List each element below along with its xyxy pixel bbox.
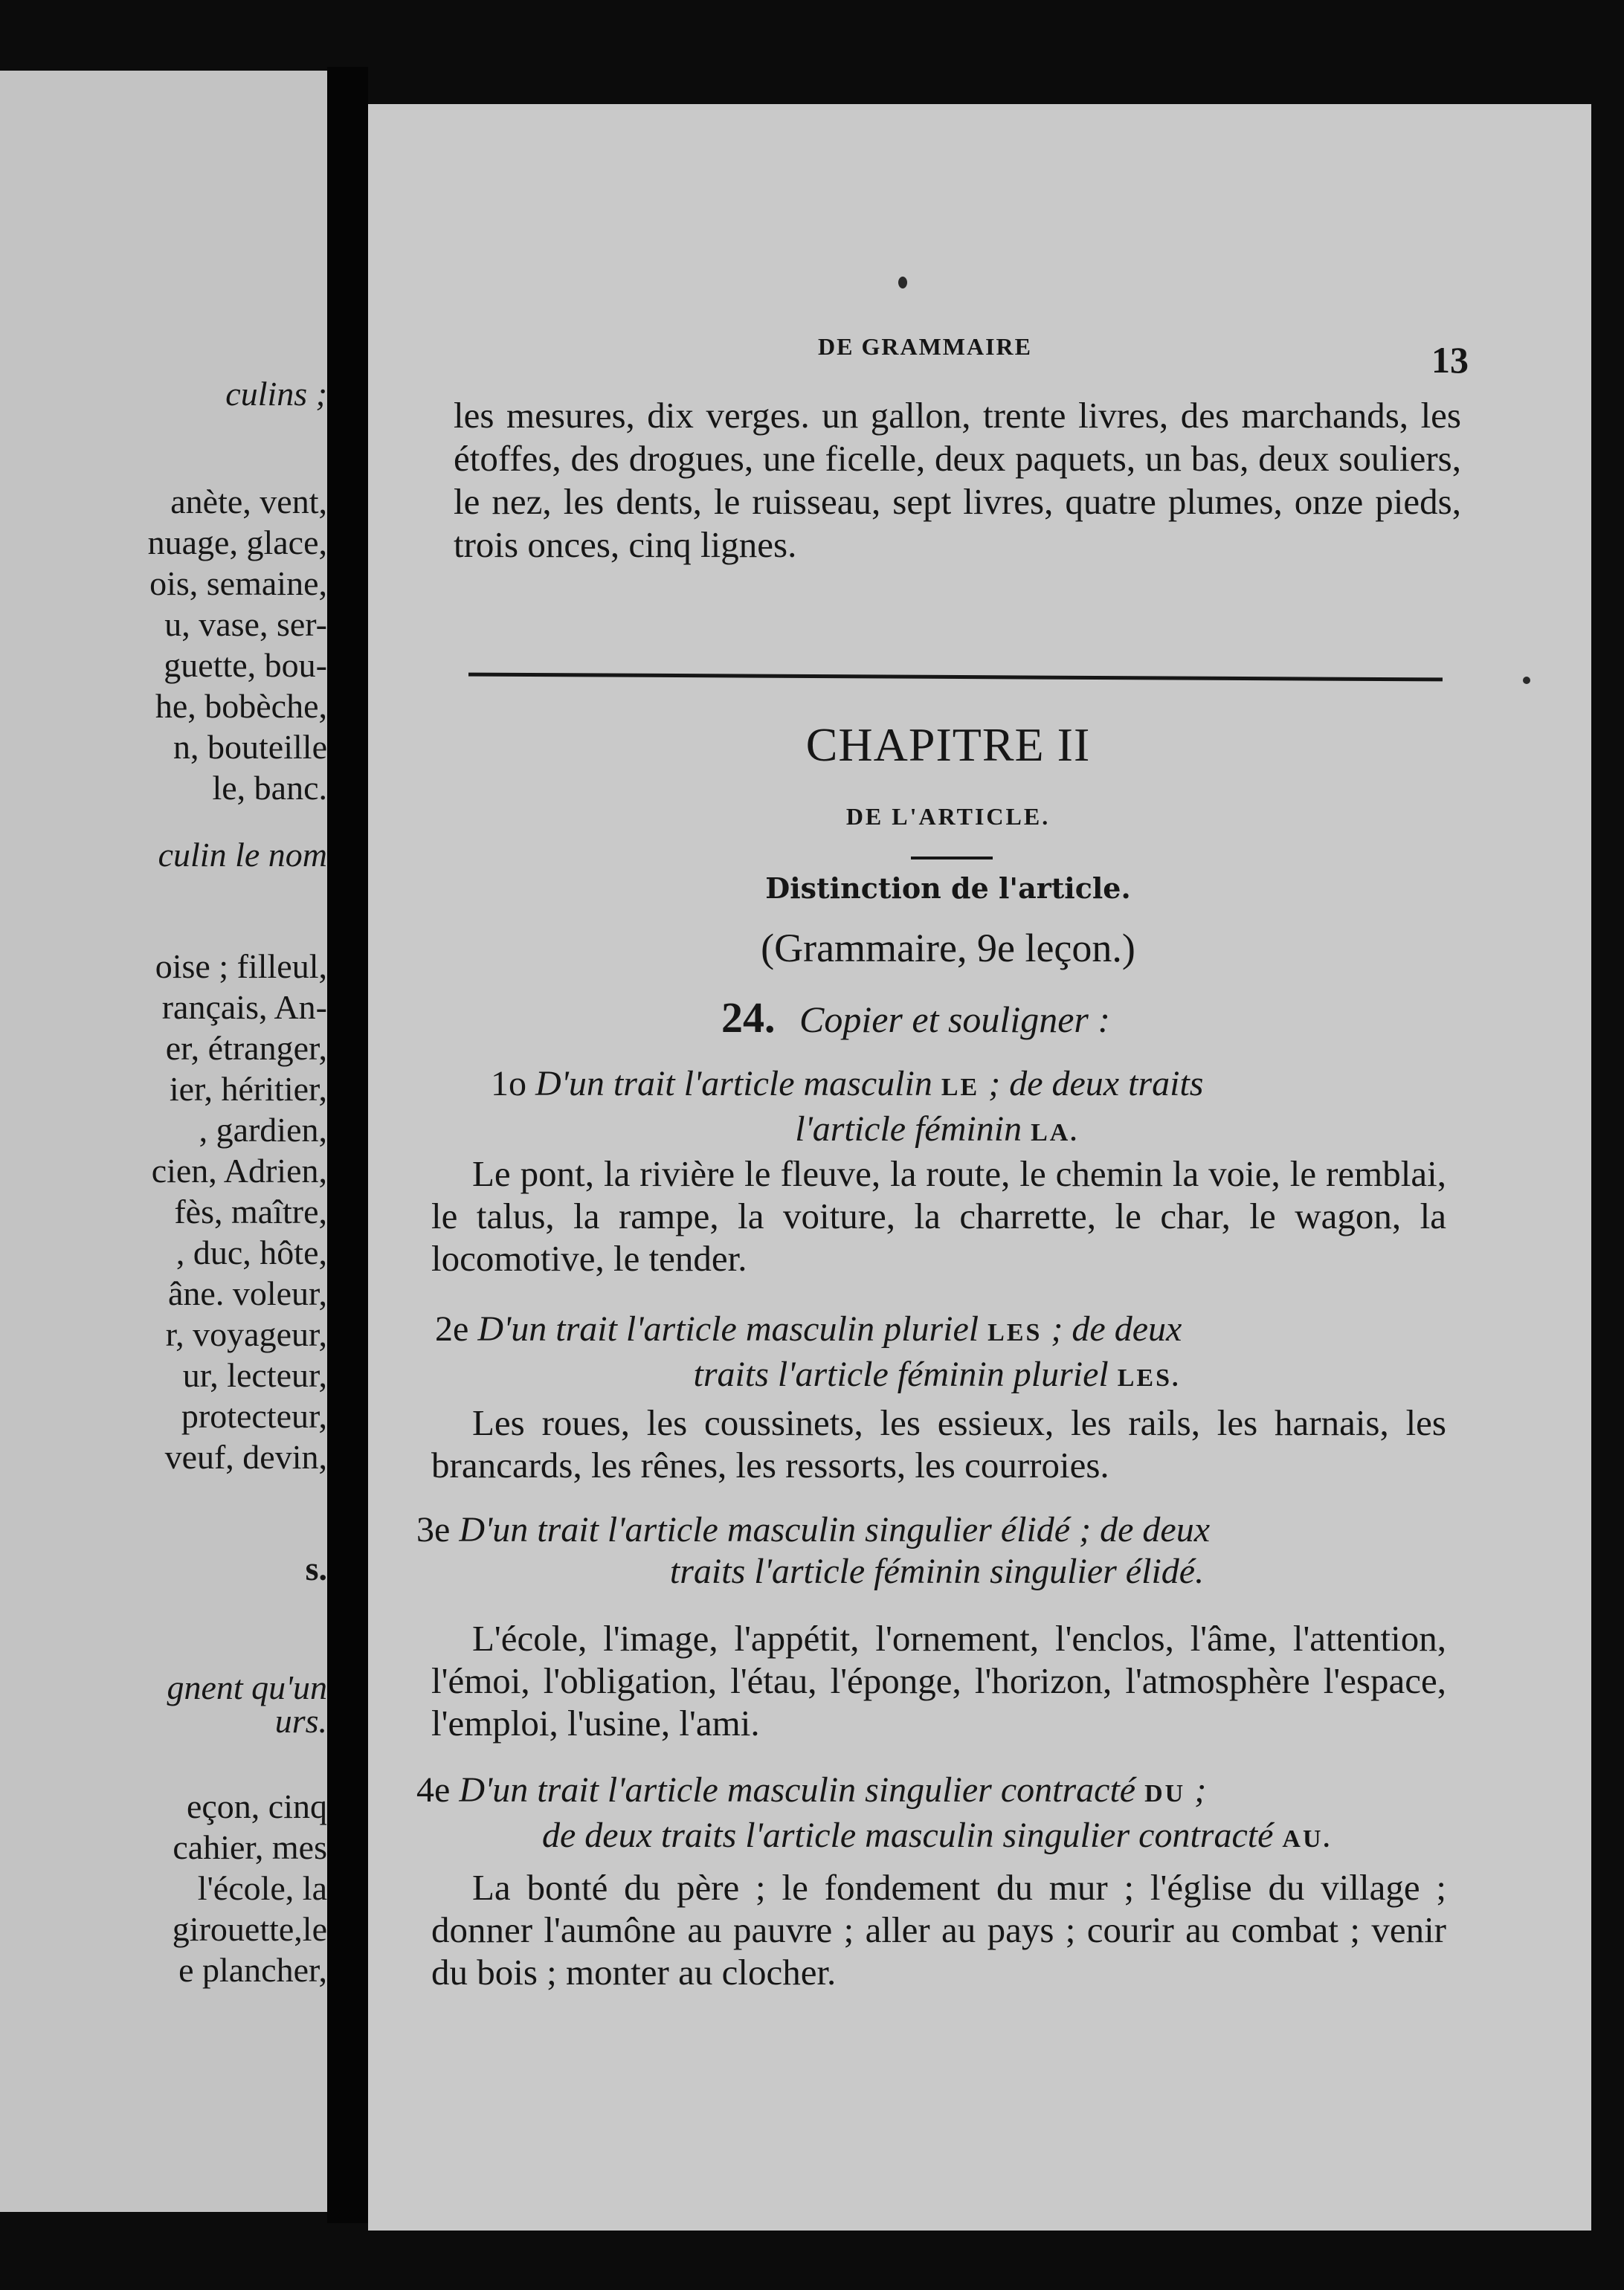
item-instruction-cont: ; de deux <box>1079 1510 1211 1549</box>
left-page-line: anète, vent, <box>170 483 327 520</box>
item-instruction-line2: traits l'article féminin pluriel <box>693 1355 1109 1394</box>
left-page-line: eçon, cinq <box>186 1787 327 1825</box>
left-page-line: le, banc. <box>212 769 327 807</box>
exercise-instruction: Copier et souligner : <box>799 999 1111 1040</box>
chapter-subtitle: DE L'ARTICLE. <box>845 803 1051 830</box>
exercise-text-3: L'école, l'image, l'appétit, l'ornement, l'enclos, l'âme, l'attention, l'émoi, l'obligation, l'étau, l'éponge, l'horizon, l'atmosphère l'espace, l'emploi, l'usine, l'ami. <box>431 1618 1446 1744</box>
left-page-line: u, vase, ser- <box>164 605 327 643</box>
running-title: DE GRAMMAIRE <box>818 333 1032 360</box>
left-page-line: er, étranger, <box>165 1029 327 1067</box>
short-divider <box>911 857 993 859</box>
item-ordinal: 3e <box>416 1510 451 1549</box>
item-instruction-cont: ; de deux <box>1051 1309 1182 1349</box>
item-ordinal: 1o <box>491 1064 526 1103</box>
left-page-line: gnent qu'un <box>167 1668 327 1706</box>
left-page-line: cien, Adrien, <box>151 1152 327 1190</box>
chapter-title: CHAPITRE II <box>805 718 1091 771</box>
item-ordinal: 2e <box>435 1309 469 1349</box>
page-number: 13 <box>1431 339 1469 381</box>
left-page-line: ier, héritier, <box>169 1070 327 1108</box>
exercise-text-2: Les roues, les coussinets, les essieux, les rails, les harnais, les brancards, les rênes, les ressorts, les courroies. <box>431 1402 1446 1486</box>
section-title: Distinction de l'article. <box>765 871 1131 905</box>
left-page-line: guette, bou- <box>164 646 327 684</box>
exercise-text-1: Le pont, la rivière le fleuve, la route, le chemin la voie, le remblai, le talus, la rampe, la voiture, la charrette, le char, le wagon, la locomotive, le tender. <box>431 1153 1446 1279</box>
left-page-line: âne. voleur, <box>167 1274 327 1312</box>
left-page-line: urs. <box>274 1702 327 1740</box>
left-page-line: veuf, devin, <box>164 1438 327 1476</box>
left-page-line: girouette,le <box>172 1910 327 1948</box>
exercise-item-4 <box>416 1770 1457 1860</box>
ink-speck <box>898 277 907 288</box>
left-page-line: r, voyageur, <box>165 1315 327 1353</box>
left-page-line: l'école, la <box>197 1869 327 1907</box>
left-page-line: , gardien, <box>199 1111 327 1149</box>
exercise-item-1 <box>416 1063 1457 1154</box>
left-page <box>0 71 327 2212</box>
left-page-line: ur, lecteur, <box>182 1356 327 1394</box>
left-page-line: n, bouteille <box>173 728 327 766</box>
left-page-line: , duc, hôte, <box>175 1233 327 1271</box>
item-instruction-line2: l'article féminin <box>795 1109 1022 1149</box>
left-page-text <box>0 71 327 2212</box>
exercise-item-3 <box>416 1509 1457 1593</box>
left-page-line: he, bobèche, <box>155 687 327 725</box>
item-instruction-cont: ; <box>1194 1770 1207 1810</box>
left-page-line: rançais, An- <box>161 988 327 1026</box>
item-ordinal: 4e <box>416 1770 451 1810</box>
left-page-line: cahier, mes <box>173 1828 327 1866</box>
item-instruction-cont: ; de deux traits <box>988 1064 1204 1103</box>
exercise-text-4: La bonté du père ; le fondement du mur ; l'église du village ; donner l'aumône au pauvre ; aller au pays ; courir au combat ; venir du bois ; monter au clocher. <box>431 1867 1446 1993</box>
article-label: DU <box>1144 1780 1186 1807</box>
article-label: LE <box>941 1074 980 1101</box>
article-label: AU. <box>1282 1825 1333 1853</box>
item-instruction: D'un trait l'article masculin pluriel <box>477 1309 979 1349</box>
left-page-line: fès, maître, <box>174 1193 327 1231</box>
ink-speck <box>1523 677 1530 684</box>
left-page-line: e plancher, <box>178 1951 327 1989</box>
exercise-heading <box>721 993 1110 1042</box>
item-instruction: D'un trait l'article masculin singulier contracté <box>459 1770 1136 1810</box>
item-instruction-line2: de deux traits l'article masculin singulier contracté <box>541 1816 1274 1855</box>
left-page-line: oise ; filleul, <box>155 947 327 985</box>
exercise-item-2 <box>416 1309 1457 1399</box>
left-page-line: protecteur, <box>181 1397 327 1435</box>
left-page-line: ois, semaine, <box>149 564 327 602</box>
item-instruction: D'un trait l'article masculin <box>535 1064 932 1103</box>
continuation-paragraph: les mesures, dix verges. un gallon, trente livres, des marchands, les étoffes, des drogues, une ficelle, deux paquets, un bas, deux souliers, le nez, les dents, le ruisseau, sept livres, quatre plumes, onze pieds, trois onces, cinq lignes. <box>454 395 1461 565</box>
item-instruction-line2: traits l'article féminin singulier élidé. <box>669 1552 1205 1591</box>
article-label: LES <box>987 1319 1043 1346</box>
left-page-line: s. <box>305 1549 327 1587</box>
book-gutter <box>327 67 368 2223</box>
article-label: LA. <box>1031 1119 1079 1146</box>
left-page-line: nuage, glace, <box>147 523 327 561</box>
exercise-number: 24. <box>721 993 776 1042</box>
item-instruction: D'un trait l'article masculin singulier élidé <box>459 1510 1071 1549</box>
lesson-reference: (Grammaire, 9e leçon.) <box>761 926 1135 970</box>
left-page-line: culin le nom <box>158 836 327 874</box>
article-label: LES. <box>1117 1364 1181 1392</box>
left-page-line: culins ; <box>225 375 327 413</box>
